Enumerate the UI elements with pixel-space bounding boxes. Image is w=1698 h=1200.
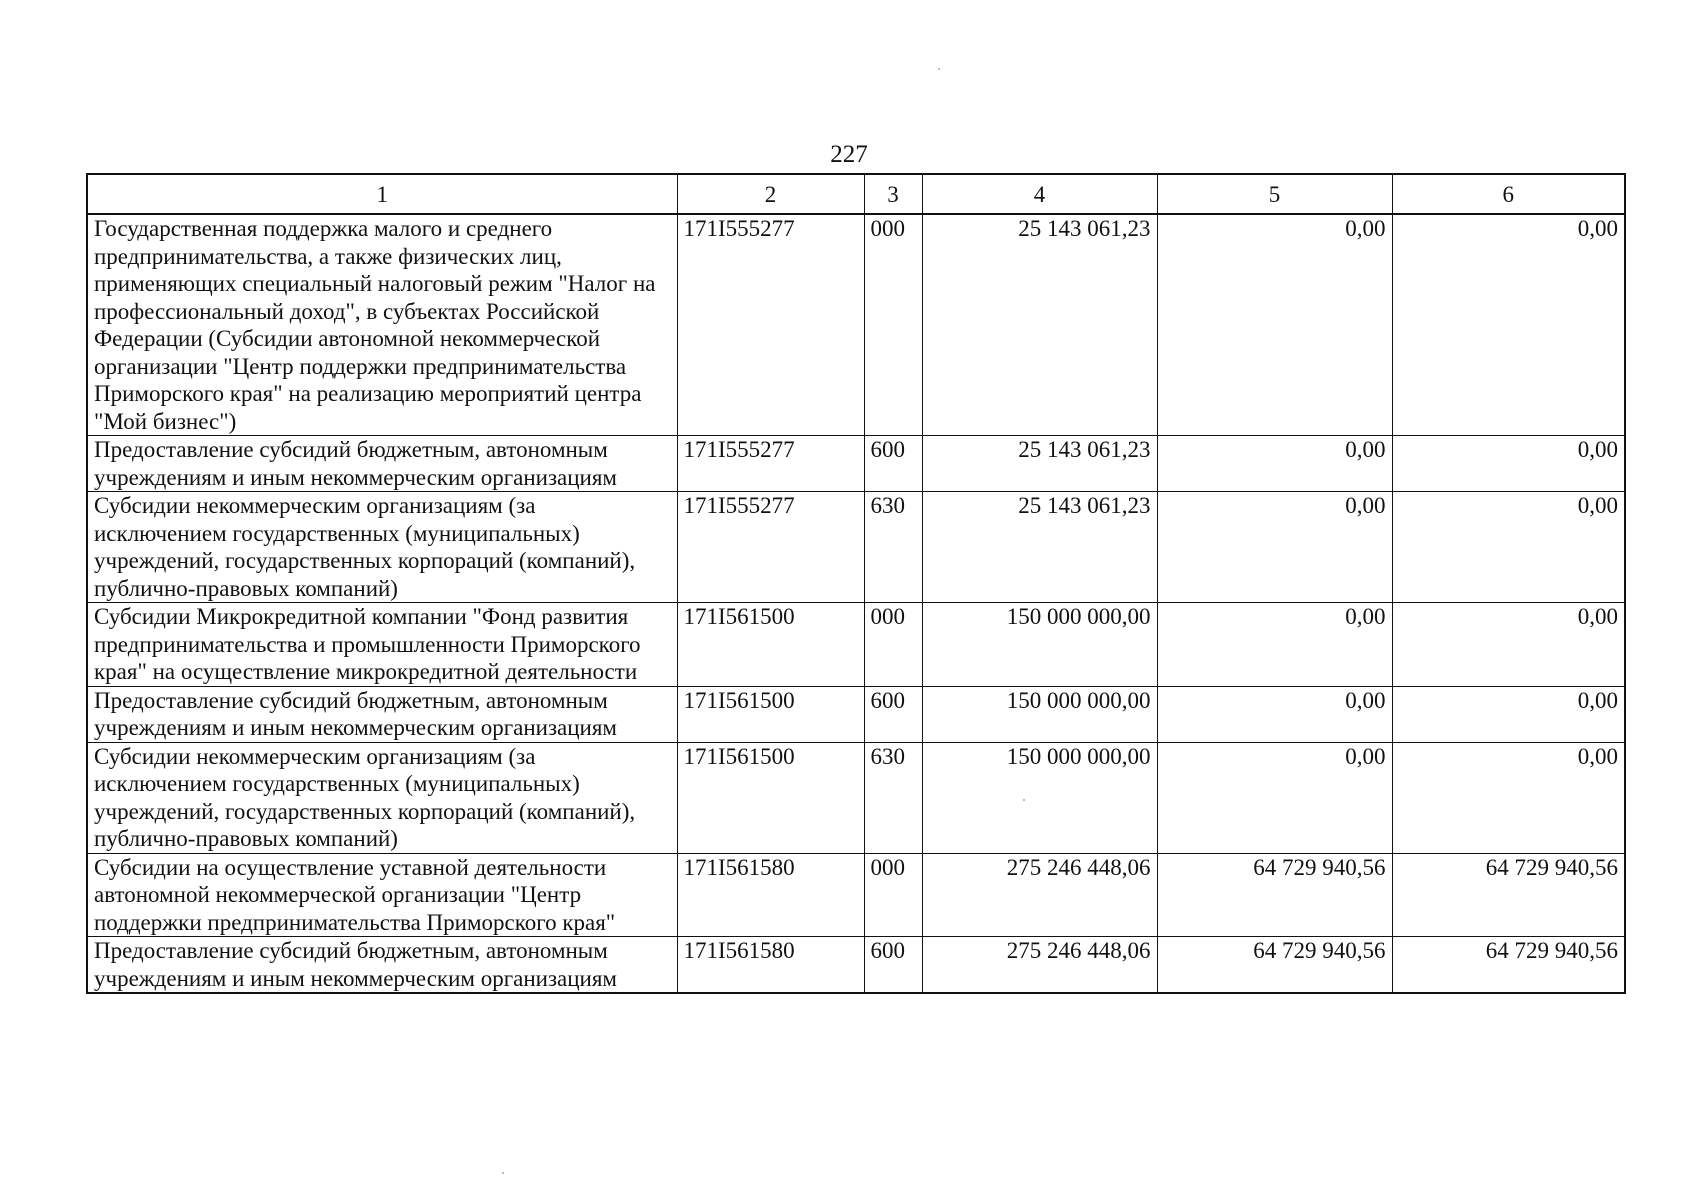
row-expense-type: 000 <box>864 214 922 436</box>
row-expense-type: 600 <box>864 937 922 994</box>
row-amount-col5: 64 729 940,56 <box>1157 853 1392 937</box>
header-col-2: 2 <box>677 174 864 214</box>
row-code: 171I555277 <box>677 436 864 492</box>
row-name: Предоставление субсидий бюджетным, автономным учреждениям и иным некоммерческим организациям <box>87 937 677 994</box>
row-name: Предоставление субсидий бюджетным, автономным учреждениям и иным некоммерческим организациям <box>87 436 677 492</box>
row-amount-col6: 0,00 <box>1392 492 1625 603</box>
budget-table <box>86 173 1626 994</box>
row-expense-type: 000 <box>864 603 922 687</box>
row-code: 171I555277 <box>677 214 864 436</box>
row-amount-col6: 64 729 940,56 <box>1392 853 1625 937</box>
scan-speck <box>938 68 940 70</box>
header-col-4: 4 <box>922 174 1157 214</box>
row-amount-col6: 0,00 <box>1392 214 1625 436</box>
row-amount-col6: 0,00 <box>1392 742 1625 853</box>
row-name: Предоставление субсидий бюджетным, автономным учреждениям и иным некоммерческим организациям <box>87 686 677 742</box>
table-row <box>87 492 1625 603</box>
row-amount-col4: 150 000 000,00 <box>922 742 1157 853</box>
table-row <box>87 686 1625 742</box>
row-amount-col6: 0,00 <box>1392 603 1625 687</box>
row-amount-col6: 0,00 <box>1392 436 1625 492</box>
row-expense-type: 000 <box>864 853 922 937</box>
row-name: Субсидии Микрокредитной компании "Фонд развития предпринимательства и промышленности Приморского края" на осуществление микрокредитной деятельности <box>87 603 677 687</box>
row-amount-col6: 64 729 940,56 <box>1392 937 1625 994</box>
row-amount-col4: 275 246 448,06 <box>922 937 1157 994</box>
scan-speck <box>1023 799 1025 801</box>
header-col-3: 3 <box>864 174 922 214</box>
row-amount-col5: 0,00 <box>1157 436 1392 492</box>
row-code: 171I561500 <box>677 686 864 742</box>
row-name: Государственная поддержка малого и среднего предпринимательства, а также физических лиц, применяющих специальный налоговый режим "Налог на профессиональный доход", в субъектах Российской Федерации (Субсидии автономной некоммерческой организации "Центр поддержки предпринимательства Приморского края" на реализацию мероприятий центра "Мой бизнес") <box>87 214 677 436</box>
header-col-5: 5 <box>1157 174 1392 214</box>
scan-speck <box>502 1172 504 1174</box>
row-name: Субсидии на осуществление уставной деятельности автономной некоммерческой организации "Центр поддержки предпринимательства Приморского края" <box>87 853 677 937</box>
row-expense-type: 630 <box>864 492 922 603</box>
table-row <box>87 937 1625 994</box>
row-expense-type: 630 <box>864 742 922 853</box>
row-name: Субсидии некоммерческим организациям (за исключением государственных (муниципальных) учреждений, государственных корпораций (компаний), публично-правовых компаний) <box>87 492 677 603</box>
row-expense-type: 600 <box>864 686 922 742</box>
row-amount-col4: 25 143 061,23 <box>922 492 1157 603</box>
row-amount-col4: 150 000 000,00 <box>922 603 1157 687</box>
table-header-row <box>87 174 1625 214</box>
row-amount-col5: 64 729 940,56 <box>1157 937 1392 994</box>
row-amount-col4: 25 143 061,23 <box>922 214 1157 436</box>
row-amount-col5: 0,00 <box>1157 214 1392 436</box>
row-amount-col4: 150 000 000,00 <box>922 686 1157 742</box>
row-name: Субсидии некоммерческим организациям (за исключением государственных (муниципальных) учреждений, государственных корпораций (компаний), публично-правовых компаний) <box>87 742 677 853</box>
page-number: 227 <box>830 141 868 168</box>
row-code: 171I555277 <box>677 492 864 603</box>
table-row <box>87 436 1625 492</box>
row-amount-col4: 275 246 448,06 <box>922 853 1157 937</box>
row-code: 171I561500 <box>677 603 864 687</box>
row-amount-col5: 0,00 <box>1157 686 1392 742</box>
row-code: 171I561580 <box>677 937 864 994</box>
row-amount-col5: 0,00 <box>1157 742 1392 853</box>
row-amount-col5: 0,00 <box>1157 492 1392 603</box>
table-row <box>87 742 1625 853</box>
table-row <box>87 214 1625 436</box>
row-code: 171I561500 <box>677 742 864 853</box>
row-code: 171I561580 <box>677 853 864 937</box>
header-col-1: 1 <box>87 174 677 214</box>
row-amount-col6: 0,00 <box>1392 686 1625 742</box>
row-amount-col4: 25 143 061,23 <box>922 436 1157 492</box>
table-row <box>87 603 1625 687</box>
row-amount-col5: 0,00 <box>1157 603 1392 687</box>
header-col-6: 6 <box>1392 174 1625 214</box>
row-expense-type: 600 <box>864 436 922 492</box>
table-row <box>87 853 1625 937</box>
